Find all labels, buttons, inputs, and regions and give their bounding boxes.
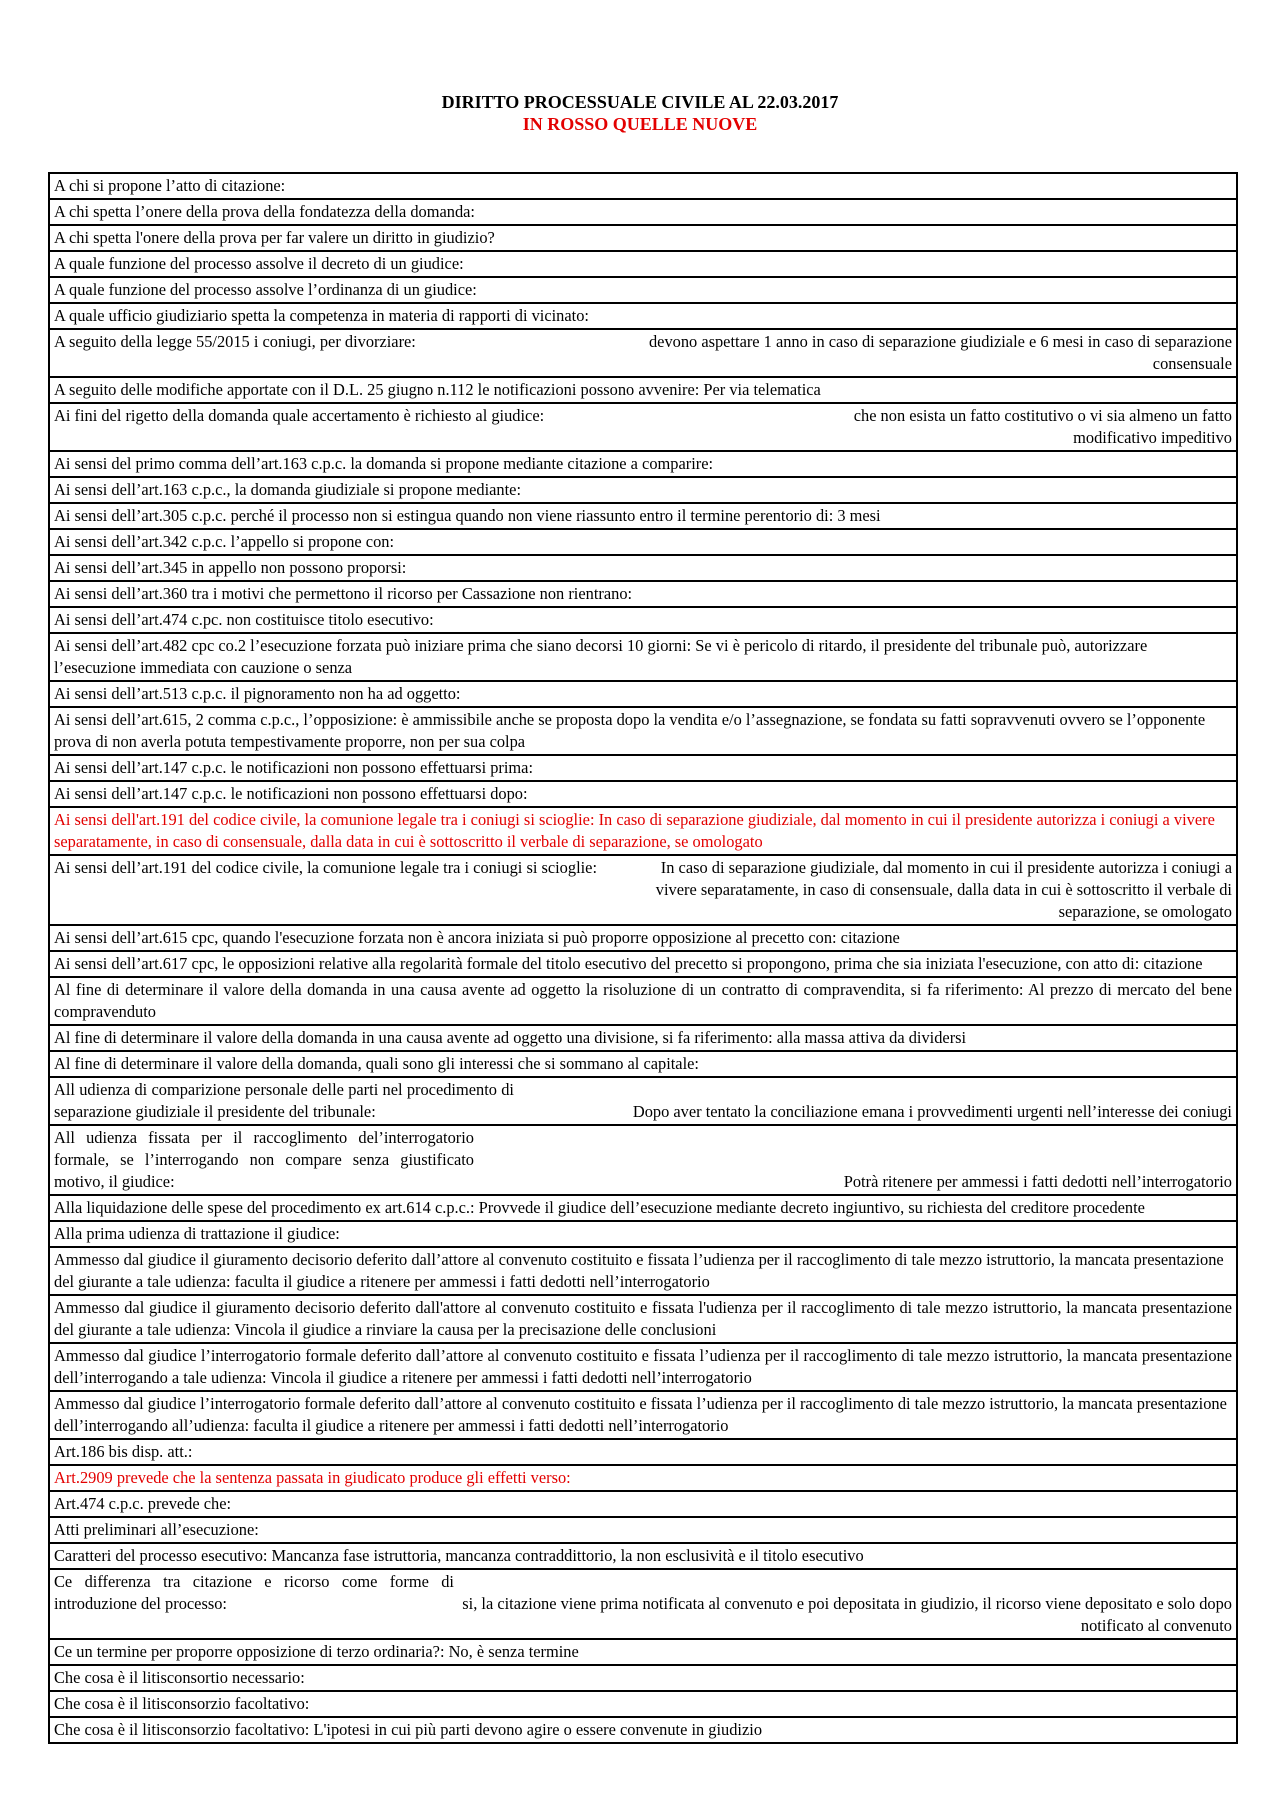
question-text: Ai sensi dell’art.513 c.p.c. il pignoramento non ha ad oggetto: xyxy=(54,684,461,703)
table-row xyxy=(50,1050,1236,1076)
question-text: Ai sensi dell'art.191 del codice civile, la comunione legale tra i coniugi si scioglie: In caso di separazione giudiziale, dal momento in cui il presidente autorizza i coniugi a vivere separatamente, in caso di consensuale, dalla data in cui è sottoscritto il verbale di separazione, se omologato xyxy=(54,810,1215,851)
question-text: Ai sensi dell’art.617 cpc, le opposizioni relative alla regolarità formale del titolo esecutivo del precetto si propongono, prima che sia iniziata l'esecuzione, con atto di: citazione xyxy=(54,954,1203,973)
question-text: Ai sensi del primo comma dell’art.163 c.p.c. la domanda si propone mediante citazione a comparire: xyxy=(54,454,714,473)
table-row xyxy=(50,302,1236,328)
question-text: A quale ufficio giudiziario spetta la competenza in materia di rapporti di vicinato: xyxy=(54,306,589,325)
question-text: Ai sensi dell’art.345 in appello non possono proporsi: xyxy=(54,558,407,577)
question-text: Ai fini del rigetto della domanda quale accertamento è richiesto al giudice: xyxy=(54,406,545,425)
table-row xyxy=(50,1342,1236,1390)
table-row xyxy=(50,1076,1236,1124)
table-row xyxy=(50,1246,1236,1294)
question-text: Ai sensi dell’art.615 cpc, quando l'esecuzione forzata non è ancora iniziata si può proporre opposizione al precetto con: citazione xyxy=(54,928,900,947)
table-row xyxy=(50,250,1236,276)
question-text: Ai sensi dell’art.147 c.p.c. le notificazioni non possono effettuarsi prima: xyxy=(54,758,534,777)
table-row xyxy=(50,502,1236,528)
table-row xyxy=(50,1220,1236,1246)
table-row xyxy=(50,806,1236,854)
qa-table xyxy=(48,172,1238,1744)
table-row xyxy=(50,1294,1236,1342)
question-text: Ai sensi dell’art.342 c.p.c. l’appello si propone con: xyxy=(54,532,395,551)
table-row xyxy=(50,950,1236,976)
question-text: All udienza fissata per il raccoglimento del’interrogatorio formale, se l’interrogando non compare senza giustificato motivo, il giudice: xyxy=(54,1128,474,1191)
table-row xyxy=(50,680,1236,706)
table-row xyxy=(50,276,1236,302)
question-text: Ce un termine per proporre opposizione di terzo ordinaria?: No, è senza termine xyxy=(54,1642,579,1661)
table-row xyxy=(50,402,1236,450)
table-row xyxy=(50,606,1236,632)
answer-text: si, la citazione viene prima notificata al convenuto e poi depositata in giudizio, il ricorso viene depositato e solo dopo notificato al convenuto xyxy=(462,1594,1232,1635)
question-text: Ammesso dal giudice il giuramento decisorio deferito dall'attore al convenuto costituito e fissata l'udienza per il raccoglimento di tale mezzo istruttorio, la mancata presentazione del giurante a tale udienza: Vincola il giudice a rinviare la causa per la precisazione delle conclusioni xyxy=(54,1298,1232,1339)
question-text: Ai sensi dell’art.474 c.pc. non costituisce titolo esecutivo: xyxy=(54,610,434,629)
table-row xyxy=(50,1516,1236,1542)
question-text: Atti preliminari all’esecuzione: xyxy=(54,1520,259,1539)
table-row xyxy=(50,554,1236,580)
table-row xyxy=(50,1464,1236,1490)
table-row xyxy=(50,754,1236,780)
question-text: Ai sensi dell’art.147 c.p.c. le notificazioni non possono effettuarsi dopo: xyxy=(54,784,528,803)
question-text: Ce differenza tra citazione e ricorso come forme di introduzione del processo: xyxy=(54,1572,454,1613)
table-row xyxy=(50,1716,1236,1742)
table-row xyxy=(50,854,1236,924)
question-text: Al fine di determinare il valore della domanda, quali sono gli interessi che si sommano al capitale: xyxy=(54,1054,699,1073)
question-text: Art.474 c.p.c. prevede che: xyxy=(54,1494,232,1513)
question-text: A chi spetta l'onere della prova per far valere un diritto in giudizio? xyxy=(54,228,495,247)
table-row xyxy=(50,1542,1236,1568)
question-text: A seguito della legge 55/2015 i coniugi, per divorziare: xyxy=(54,332,416,351)
question-text: Che cosa è il litisconsorzio facoltativo: xyxy=(54,1694,310,1713)
table-row xyxy=(50,580,1236,606)
table-row xyxy=(50,1124,1236,1194)
question-text: Ammesso dal giudice il giuramento decisorio deferito dall’attore al convenuto costituito e fissata l’udienza per il raccoglimento di tale mezzo istruttorio, la mancata presentazione del giurante a tale udienza: faculta il giudice a ritenere per ammessi i fatti dedotti nell’interrogatorio xyxy=(54,1250,1224,1291)
table-row xyxy=(50,632,1236,680)
question-text: Ai sensi dell’art.360 tra i motivi che permettono il ricorso per Cassazione non rientrano: xyxy=(54,584,633,603)
question-text: Al fine di determinare il valore della domanda in una causa avente ad oggetto una divisione, si fa riferimento: alla massa attiva da dividersi xyxy=(54,1028,967,1047)
document-subtitle: IN ROSSO QUELLE NUOVE xyxy=(522,114,758,134)
question-text: Art.2909 prevede che la sentenza passata in giudicato produce gli effetti verso: xyxy=(54,1468,571,1487)
table-row xyxy=(50,1690,1236,1716)
question-text: A chi spetta l’onere della prova della fondatezza della domanda: xyxy=(54,202,475,221)
table-row xyxy=(50,198,1236,224)
table-row xyxy=(50,224,1236,250)
question-text: Ai sensi dell’art.191 del codice civile, la comunione legale tra i coniugi si scioglie: xyxy=(54,858,598,877)
table-row xyxy=(50,924,1236,950)
answer-text: In caso di separazione giudiziale, dal momento in cui il presidente autorizza i coniugi a vivere separatamente, in caso di consensuale, dalla data in cui è sottoscritto il verbale di separazione, se omologato xyxy=(655,858,1232,921)
question-text: Alla liquidazione delle spese del procedimento ex art.614 c.p.c.: Provvede il giudice dell’esecuzione mediante decreto ingiuntivo, su richiesta del creditore procedente xyxy=(54,1198,1145,1217)
table-row xyxy=(50,528,1236,554)
document-title-block xyxy=(0,91,1280,135)
question-text: Art.186 bis disp. att.: xyxy=(54,1442,193,1461)
table-row xyxy=(50,976,1236,1024)
answer-text: che non esista un fatto costitutivo o vi sia almeno un fatto modificativo impeditivo xyxy=(853,406,1232,447)
question-text: Ai sensi dell’art.615, 2 comma c.p.c., l’opposizione: è ammissibile anche se proposta dopo la vendita e/o l’assegnazione, se fondata su fatti sopravvenuti ovvero se l’opponente prova di non averla potuta tempestivamente proporre, non per sua colpa xyxy=(54,710,1206,751)
question-text: Ai sensi dell’art.482 cpc co.2 l’esecuzione forzata può iniziare prima che siano decorsi 10 giorni: Se vi è pericolo di ritardo, il presidente del tribunale può, autorizzare l’esecuzione immediata con cauzione o senza xyxy=(54,636,1148,677)
table-row xyxy=(50,1664,1236,1690)
table-row xyxy=(50,328,1236,376)
question-text: Ammesso dal giudice l’interrogatorio formale deferito dall’attore al convenuto costituito e fissata l’udienza per il raccoglimento di tale mezzo istruttorio, la mancata presentazione dell’interrogando a tale udienza: Vincola il giudice a ritenere per ammessi i fatti dedotti nell’interrogatorio xyxy=(54,1346,1232,1387)
question-text: Ammesso dal giudice l’interrogatorio formale deferito dall’attore al convenuto costituito e fissata l’udienza per il raccoglimento di tale mezzo istruttorio, la mancata presentazione dell’interrogando all’udienza: faculta il giudice a ritenere per ammessi i fatti dedotti nell’interrogatorio xyxy=(54,1394,1227,1435)
answer-text: devono aspettare 1 anno in caso di separazione giudiziale e 6 mesi in caso di separazione consensuale xyxy=(648,332,1232,373)
question-text: Al fine di determinare il valore della domanda in una causa avente ad oggetto la risoluzione di un contratto di compravendita, si fa riferimento: Al prezzo di mercato del bene compravenduto xyxy=(54,980,1232,1021)
table-row xyxy=(50,1438,1236,1464)
table-row xyxy=(50,1490,1236,1516)
table-row xyxy=(50,1194,1236,1220)
question-text: A seguito delle modifiche apportate con il D.L. 25 giugno n.112 le notificazioni possono avvenire: Per via telematica xyxy=(54,380,821,399)
table-row xyxy=(50,1024,1236,1050)
answer-text: Dopo aver tentato la conciliazione emana i provvedimenti urgenti nell’interesse dei coniugi xyxy=(632,1102,1232,1121)
table-row xyxy=(50,1568,1236,1638)
question-text: A chi si propone l’atto di citazione: xyxy=(54,176,286,195)
question-text: Alla prima udienza di trattazione il giudice: xyxy=(54,1224,340,1243)
question-text: A quale funzione del processo assolve l’ordinanza di un giudice: xyxy=(54,280,477,299)
question-text: Ai sensi dell’art.163 c.p.c., la domanda giudiziale si propone mediante: xyxy=(54,480,521,499)
table-row xyxy=(50,1638,1236,1664)
table-row xyxy=(50,174,1236,198)
question-text: All udienza di comparizione personale delle parti nel procedimento di separazione giudiziale il presidente del tribunale: xyxy=(54,1080,514,1121)
question-text: A quale funzione del processo assolve il decreto di un giudice: xyxy=(54,254,464,273)
table-row xyxy=(50,376,1236,402)
table-row xyxy=(50,1390,1236,1438)
table-row xyxy=(50,476,1236,502)
table-row xyxy=(50,450,1236,476)
table-row xyxy=(50,780,1236,806)
question-text: Ai sensi dell’art.305 c.p.c. perché il processo non si estingua quando non viene riassunto entro il termine perentorio di: 3 mesi xyxy=(54,506,881,525)
question-text: Caratteri del processo esecutivo: Mancanza fase istruttoria, mancanza contraddittorio, la non esclusività e il titolo esecutivo xyxy=(54,1546,864,1565)
question-text: Che cosa è il litisconsorzio facoltativo: L'ipotesi in cui più parti devono agire o essere convenute in giudizio xyxy=(54,1720,763,1739)
table-row xyxy=(50,706,1236,754)
question-text: Che cosa è il litisconsortio necessario: xyxy=(54,1668,305,1687)
document-title: DIRITTO PROCESSUALE CIVILE AL 22.03.2017 xyxy=(441,92,839,112)
answer-text: Potrà ritenere per ammessi i fatti dedotti nell’interrogatorio xyxy=(843,1172,1232,1191)
